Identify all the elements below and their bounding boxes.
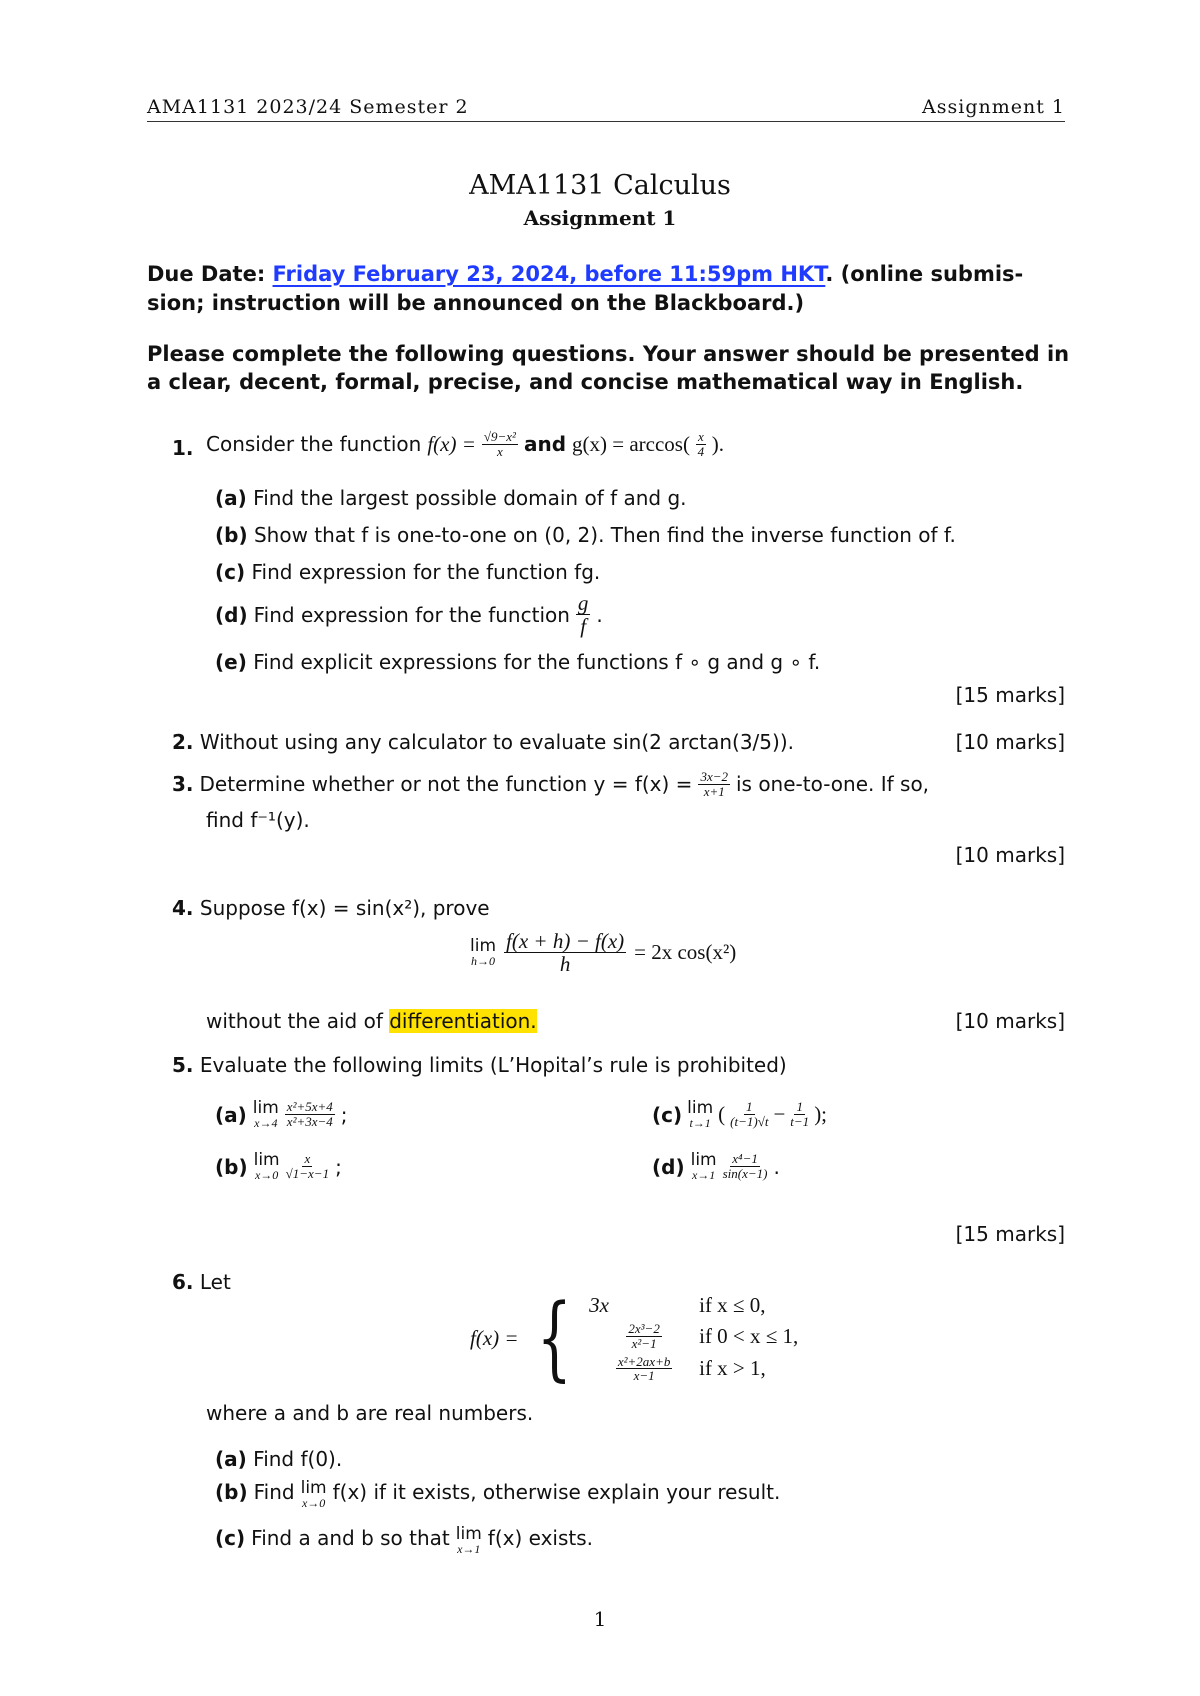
case-1-cond: if x ≤ 0, [699, 1293, 766, 1318]
q3-marks: [10 marks] [955, 843, 1065, 867]
q5-marks: [15 marks] [955, 1222, 1065, 1246]
page-subtitle: Assignment 1 [523, 206, 677, 230]
header-right: Assignment 1 [922, 96, 1065, 118]
q1b: (b) Show that f is one-to-one on (0, 2). Then find the inverse function of f. [215, 523, 956, 547]
q1d: (d) Find expression for the function $\frac{g}{f}$ . [215, 591, 603, 639]
q5a: (a) lim x→4 $\frac{\text{x²+5x+4}}{\text{x²+3x−4}}$ ; [215, 1098, 348, 1130]
q5d: (d) lim x→1 $\frac{\text{x⁴−1}}{\sin(x-1)}$ . [652, 1150, 780, 1182]
q6b: (b) Find lim x→0 f(x) if it exists, otherwise explain your result. [215, 1478, 781, 1510]
q6-piecewise [470, 1284, 799, 1391]
case-2-cond: if 0 < x ≤ 1, [699, 1323, 799, 1348]
case-2-expr: $\frac{\text{2x³−2}}{\text{x²−1}}$ [628, 1321, 660, 1351]
case-3-cond: if x > 1, [699, 1356, 766, 1381]
q4-fraction: $\frac{f(x + h) - f(x)}{h}$ [506, 929, 625, 977]
q6c: (c) Find a and b so that lim x→1 f(x) exists. [215, 1524, 594, 1556]
left-brace: { [536, 1284, 572, 1391]
instructions-line-1: Please complete the following questions. Your answer should be presented in [147, 342, 1070, 366]
due-after: . (online submis- [825, 262, 1024, 286]
q1-f-fraction: $\frac{\text{√9−x²}}{x}$ [483, 429, 516, 459]
page-number: 1 [593, 1607, 607, 1631]
instructions-line-2: a clear, decent, formal, precise, and concise mathematical way in English. [147, 370, 1024, 394]
due-date-link[interactable]: Friday February 23, 2024, before 11:59pm HKT [272, 262, 826, 286]
q1-g-close: ). [711, 431, 724, 456]
q3-fraction: $\frac{3x-2}{x+1}$ [700, 769, 728, 799]
case-3-expr: $\frac{\text{x²+2ax+b}}{x-1}$ [617, 1353, 671, 1384]
q1d-fraction: $\frac{g}{f}$ [577, 591, 589, 639]
q1-statement [206, 430, 724, 458]
q4-without: without the aid of differentiation. [206, 1009, 537, 1033]
q3: 3. Determine whether or not the function y = f(x) = $\frac{3x-2}{x+1}$ is one-to-one. If so, [172, 769, 930, 799]
q1-intro: Consider the function [206, 432, 422, 457]
q1-and: and [523, 432, 567, 457]
q1-g-fraction: $\frac{x}{4}$ [697, 429, 705, 459]
q5: 5. Evaluate the following limits (L’Hopital’s rule is prohibited) [172, 1053, 787, 1077]
due-date-line-2: sion; instruction will be announced on the Blackboard.) [147, 291, 805, 315]
q2: 2. Without using any calculator to evaluate sin(2 arctan(3/5)). [172, 730, 794, 754]
q6: 6. Let [172, 1270, 231, 1294]
q2-marks: [10 marks] [955, 730, 1065, 754]
q6-where: where a and b are real numbers. [206, 1401, 534, 1425]
q6-lhs: f(x) = [470, 1325, 519, 1350]
q1-marks: [15 marks] [955, 683, 1065, 707]
q1-f-lhs: f(x) = [427, 431, 476, 456]
q6-cases [589, 1293, 798, 1383]
q4-limit-equation [470, 930, 736, 975]
q3-line-2: find f⁻¹(y). [206, 808, 310, 832]
highlighted-differentiation: differentiation. [389, 1009, 537, 1033]
header-rule [147, 121, 1065, 122]
q1c: (c) Find expression for the function fg. [215, 560, 601, 584]
q5b: (b) lim x→0 $\frac{x}{√1-x-1}$ ; [215, 1150, 342, 1182]
q5c: (c) lim t→1 ( $\frac{1}{(t-1)√t}$ − $\frac{1}{t-1}$ ); [652, 1098, 828, 1130]
q1-number: 1. [172, 436, 194, 460]
page-title: AMA1131 Calculus [469, 170, 731, 201]
q4-rhs: = 2x cos(x²) [634, 940, 737, 965]
q4: 4. Suppose f(x) = sin(x²), prove [172, 896, 490, 920]
q1-g-def: g(x) = arccos( [572, 431, 690, 456]
header-left: AMA1131 2023/24 Semester 2 [147, 96, 469, 118]
q6a: (a) Find f(0). [215, 1447, 343, 1471]
due-label: Due Date: [147, 262, 266, 286]
case-1-expr: 3x [589, 1293, 609, 1318]
q1a: (a) Find the largest possible domain of f and g. [215, 486, 687, 510]
q4-lim: lim h→0 [470, 936, 497, 969]
q4-marks: [10 marks] [955, 1009, 1065, 1033]
q1e: (e) Find explicit expressions for the functions f ∘ g and g ∘ f. [215, 650, 821, 674]
due-date-line [147, 262, 1023, 286]
